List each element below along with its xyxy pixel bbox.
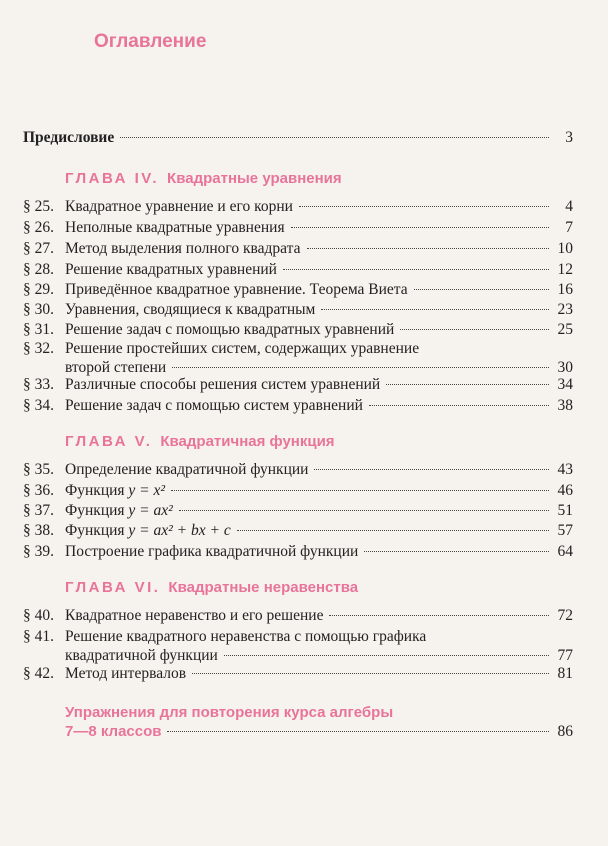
section-title: Уравнения, сводящиеся к квадратным <box>65 301 316 318</box>
section-title: Функция <box>65 522 125 539</box>
page-number: 16 <box>557 281 573 298</box>
section-number: § 42. <box>23 665 54 682</box>
dot-leader <box>314 469 549 470</box>
dot-leader <box>167 731 549 732</box>
section-number: § 28. <box>23 261 54 278</box>
section-title: Квадратное уравнение и его корни <box>65 198 293 215</box>
chapter-heading[interactable] <box>65 579 358 596</box>
section-number: § 26. <box>23 219 54 236</box>
page-number: 51 <box>557 502 573 519</box>
section-title-continued: второй степени <box>65 359 167 376</box>
section-title: Функция <box>65 502 125 519</box>
dot-leader <box>414 289 549 290</box>
dot-leader <box>283 269 549 270</box>
toc-entry[interactable] <box>23 339 573 377</box>
page-number: 72 <box>557 607 573 624</box>
section-number: § 35. <box>23 461 54 478</box>
page-number: 4 <box>565 198 573 215</box>
page-number: 77 <box>557 647 573 664</box>
chapter-label: ГЛАВА IV. <box>65 170 160 187</box>
page-number: 38 <box>557 397 573 414</box>
section-number: § 41. <box>23 628 54 645</box>
section-number: § 32. <box>23 340 54 357</box>
formula: y = ax² + bx + c <box>128 522 231 539</box>
section-title: Определение квадратичной функции <box>65 461 309 478</box>
section-number: § 33. <box>23 376 54 393</box>
formula: y = ax² <box>128 502 173 519</box>
section-number: § 27. <box>23 240 54 257</box>
dot-leader <box>329 615 549 616</box>
dot-leader <box>179 510 549 511</box>
section-title: Метод интервалов <box>65 665 187 682</box>
section-number: § 30. <box>23 301 54 318</box>
dot-leader <box>369 405 549 406</box>
dot-leader <box>364 551 549 552</box>
chapter-label: ГЛАВА V. <box>65 433 153 450</box>
chapter-label: ГЛАВА VI. <box>65 579 161 596</box>
dot-leader <box>171 490 549 491</box>
toc-entry-preface[interactable] <box>23 129 573 147</box>
page-number: 64 <box>557 543 573 560</box>
chapter-heading[interactable] <box>65 170 342 187</box>
section-title: Решение квадратного неравенства с помощью графика <box>65 628 427 645</box>
page-number: 23 <box>557 301 573 318</box>
section-number: § 36. <box>23 482 54 499</box>
dot-leader <box>192 673 549 674</box>
section-number: § 40. <box>23 607 54 624</box>
section-number: § 34. <box>23 397 54 414</box>
dot-leader <box>321 309 549 310</box>
section-title: Решение задач с помощью систем уравнений <box>65 397 363 414</box>
page-number: 7 <box>565 219 573 236</box>
section-title-continued: квадратичной функции <box>65 647 218 664</box>
section-title: Построение графика квадратичной функции <box>65 543 359 560</box>
section-number: § 25. <box>23 198 54 215</box>
page-number: 30 <box>557 359 573 376</box>
chapter-title: Квадратные неравенства <box>168 579 359 596</box>
section-title: Функция <box>65 482 125 499</box>
chapter-title: Квадратные уравнения <box>167 170 342 187</box>
section-title: Метод выделения полного квадрата <box>65 240 301 257</box>
chapter-heading[interactable] <box>65 433 335 450</box>
page-number: 46 <box>557 482 573 499</box>
page-number: 10 <box>557 240 573 257</box>
page-number: 12 <box>557 261 573 278</box>
preface-label: Предисловие <box>23 129 115 146</box>
dot-leader <box>307 248 550 249</box>
dot-leader <box>291 227 549 228</box>
page-number: 57 <box>557 522 573 539</box>
section-title: Приведённое квадратное уравнение. Теорема Виета <box>65 281 408 298</box>
section-title: Неполные квадратные уравнения <box>65 219 285 236</box>
exercises-title: Упражнения для повторения курса алгебры <box>65 704 394 721</box>
section-title: Решение простейших систем, содержащих уравнение <box>65 340 420 357</box>
section-title: Решение задач с помощью квадратных уравнений <box>65 321 395 338</box>
section-title: Решение квадратных уравнений <box>65 261 277 278</box>
dot-leader <box>120 137 549 138</box>
page-number: 86 <box>557 723 573 740</box>
dot-leader <box>172 367 549 368</box>
toc-entry-exercises[interactable] <box>65 703 573 741</box>
section-number: § 37. <box>23 502 54 519</box>
toc-entry[interactable] <box>23 627 573 665</box>
formula: y = x² <box>128 482 166 499</box>
page-number: 3 <box>565 129 573 146</box>
dot-leader <box>386 384 549 385</box>
page-number: 43 <box>557 461 573 478</box>
dot-leader <box>400 329 549 330</box>
page-number: 34 <box>557 376 573 393</box>
section-number: § 31. <box>23 321 54 338</box>
dot-leader <box>299 206 549 207</box>
section-title: Квадратное неравенство и его решение <box>65 607 324 624</box>
section-number: § 38. <box>23 522 54 539</box>
page-title: Оглавление <box>94 31 207 52</box>
exercises-title-continued: 7—8 классов <box>65 723 162 740</box>
dot-leader <box>237 530 549 531</box>
section-title: Различные способы решения систем уравнений <box>65 376 381 393</box>
section-number: § 29. <box>23 281 54 298</box>
chapter-title: Квадратичная функция <box>160 433 335 450</box>
page-number: 81 <box>557 665 573 682</box>
page-number: 25 <box>557 321 573 338</box>
dot-leader <box>224 655 549 656</box>
section-number: § 39. <box>23 543 54 560</box>
